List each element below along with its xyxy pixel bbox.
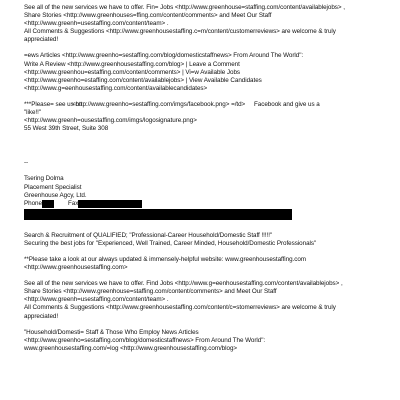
website-line: **Please take a look at our always updated & immensely-helpful website: www.greenhousestaffing.com — [24, 255, 306, 263]
facebook-paragraph — [24, 101, 392, 133]
website-link[interactable]: <http://www.greenhousestaffing.com> — [24, 264, 128, 272]
signature-block — [24, 175, 392, 219]
text-line: "like!!" — [24, 109, 42, 117]
text-line: <http://www.greenhou=estaffing.com/content/comments> | Vi=w Available Jobs — [24, 68, 241, 76]
text-cell: Facebook and give us a — [254, 100, 320, 108]
text-line: <http://www.greenho=sestaffing.com/blog/domesticstaffnews> From Around The World": — [24, 336, 266, 344]
text-line: Securing the best jobs for "Experienced, Well Trained, Career Minded, Household/Domestic Professionals" — [24, 239, 317, 247]
website-paragraph — [24, 256, 392, 272]
signature-company: Greenhouse Agcy, Ltd. — [24, 191, 87, 199]
logo-signature-link[interactable]: <http://www.greenh=ousestaffing.com/imgs/logosignature.png> — [24, 117, 197, 125]
address-line: 55 West 39th Street, Suite 308 — [24, 125, 109, 133]
signature-title: Placement Specialist — [24, 183, 82, 191]
text-cell: ***Please= see us on — [24, 100, 83, 108]
redacted-phone — [42, 200, 54, 208]
phone-label: Phone — [24, 199, 42, 207]
text-line: <http://www.g=eenhousestaffing.com/content/availablecandidates> — [24, 84, 208, 92]
email-body — [24, 4, 392, 353]
signature-name: Tsering Dolma — [24, 175, 64, 183]
text-line: Search & Recruitment of QUALIFIED; "Professional-Career Household/Domestic Staff !!!!!" — [24, 231, 273, 239]
text-line: <http://www.greenh=usestaffing.com/content/team> . — [24, 296, 169, 304]
text-line: appreciated! — [24, 312, 59, 320]
text-line: See all of the new services we have to offer. Fin= Jobs <http://www.greenhouse=staffing.com/content/availablejobs> , — [24, 4, 345, 11]
text-line: "Household/Domesti= Staff & Those Who Employ News Articles — [24, 328, 199, 336]
news-paragraph-2 — [24, 329, 392, 353]
redacted-fax — [78, 200, 142, 208]
text-line: All Comments & Suggestions <http://www.greenhousestaffing.com/content/c=stomerreviews> are welcome & truly — [24, 304, 336, 312]
text-line: <http://www.greenh=usestaffing.com/content/team> . — [24, 20, 169, 28]
text-line: Write A Review <http://www.greenhousestaffing.com/blog> | Leave a Comment — [24, 60, 240, 68]
facebook-image-link[interactable]: <http://www.greenho=sestaffing.com/imgs/facebook.png> =/td> — [72, 100, 246, 108]
text-line: Share Stories <http://www.greenhouse=staffing.com/content/comments> and Meet Our Staff — [24, 288, 277, 296]
text-line: <http://www.greenho=estaffing.com/content/availablejobs> | View Available Candidates — [24, 76, 262, 84]
text-line: Share Stories <http://www.greenhouses=ffing.com/content/comments> and Meet Our Staff — [24, 12, 272, 20]
services-paragraph-1 — [24, 4, 392, 44]
redacted-contact-bar — [24, 209, 292, 220]
services-paragraph-2 — [24, 280, 392, 320]
text-line: =ews Articles <http://www.greenho=sestaffing.com/blog/domesticstaffnews> From Around The World": — [24, 52, 304, 60]
recruitment-paragraph — [24, 232, 392, 248]
text-line: All Comments & Suggestions <http://www.greenhousestaffing.c=m/content/customerreviews> are welcome & truly — [24, 28, 336, 36]
phone-fax-row — [24, 200, 392, 208]
text-line: See all of the new services we have to offer. Find Jobs <http://www.g=eenhousestaffing.com/content/availablejobs> , — [24, 280, 343, 288]
facebook-row — [24, 101, 392, 109]
news-articles-paragraph — [24, 52, 392, 92]
signature-separator: -- — [24, 159, 29, 167]
text-line: appreciated! — [24, 36, 59, 44]
text-line: www.greenhousestaffing.com/=log <http://www.greenhousestaffing.com/blog> — [24, 344, 238, 352]
fax-label: Fax — [67, 199, 79, 207]
